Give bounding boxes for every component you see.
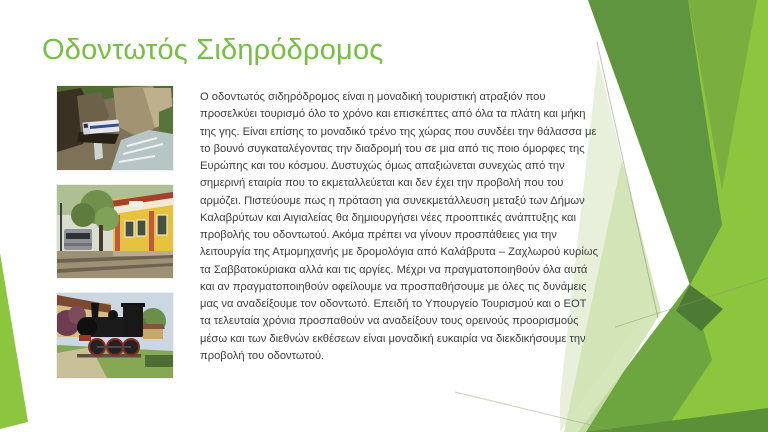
train-at-station-photo: [57, 185, 173, 278]
photo-column: [57, 86, 173, 378]
slide-body-text: Ο οδοντωτός σιδηρόδρομος είναι η μοναδική τουριστική ατραξιόν που προσελκύει τουρισμό όλο το χρόνο και επισκέπτες από όλα τα πλάτη και μήκη της γης. Είναι επίσης το μοναδικό τρένο της χώρας που συνδέει την θάλασσα με το βουνό συγκαταλέγοντας την διαδρομή του σε μια από τις ποιο όμορφες της Ευρώπης και του κόσμου. Δυστυχώς όμως απαξιώνεται συνεχώς από την σημερινή εταιρία που το εκμεταλλεύεται και δεν έχει την προβολή που του αρμόζει. Πιστεύουμε πως η πρόταση για συνεκμετάλλευση μεταξύ των Δήμων Καλαβρύτων και Αιγιαλείας θα δημιουργήσει νέες προοπτικές ανάπτυξης και προβολής του οδοντωτού. Ακόμα πρέπει να γίνουν προσπάθειες για την λειτουργία της Ατμομηχανής με δρομολόγια από Καλάβρυτα – Ζαχλωρού κυρίως τα Σαββατοκύριακα αλλά και τις αργίες. Μέχρι να πραγματοποιηθούν όλα αυτά και αν πραγματοποιηθούν οφείλουμε να προσπαθήσουμε με όλες τις δυνάμεις μας να αναδείξουμε τον οδοντωτό. Επειδή το Υπουργείο Τουρισμού και ο ΕΟΤ τα τελευταία χρόνια προσπαθούν να αναδείξουν τους ορεινούς προορισμούς μέσω και των διεθνών εκθέσεων είναι μοναδική ευκαιρία να διεκδικήσουμε την προβολή του οδοντωτού.: [200, 91, 599, 362]
slide-title: Οδοντωτός Σιδηρόδρομος: [42, 34, 384, 66]
rack-railway-train-in-gorge-photo: [57, 86, 173, 170]
historic-steam-locomotive-photo: [57, 293, 173, 378]
